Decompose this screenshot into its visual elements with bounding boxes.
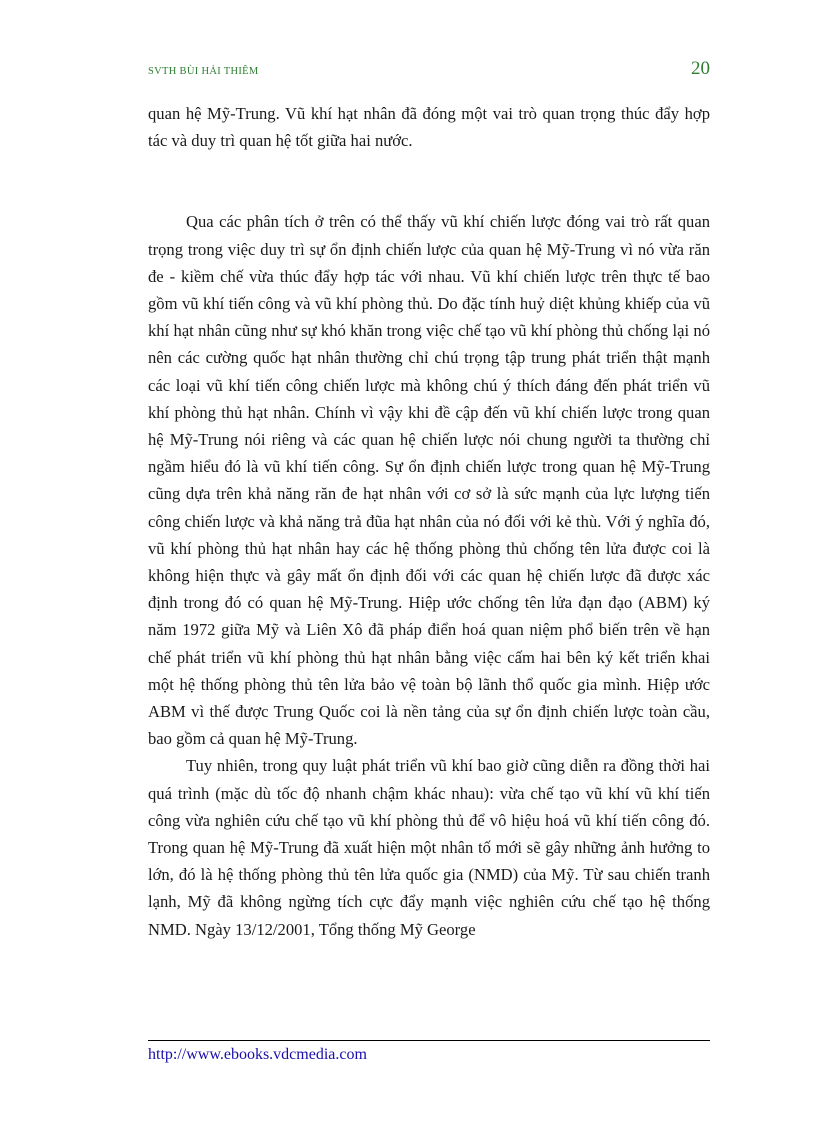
- page-number: 20: [691, 58, 710, 79]
- footer-link[interactable]: http://www.ebooks.vdcmedia.com: [148, 1046, 367, 1063]
- footer-divider: [148, 1040, 710, 1041]
- paragraph: Qua các phân tích ở trên có thể thấy vũ khí chiến lược đóng vai trò rất quan trọng trong việc duy trì sự ổn định chiến lược của quan hệ Mỹ-Trung vì nó vừa răn đe - kiềm chế vừa thúc đẩy hợp tác với nhau. Vũ khí chiến lược trên thực tế bao gồm vũ khí tiến công và vũ khí phòng thủ. Do đặc tính huỷ diệt khủng khiếp của vũ khí hạt nhân cũng như sự khó khăn trong việc chế tạo vũ khí phòng thủ chống lại nó nên các cường quốc hạt nhân thường chỉ chú trọng tập trung phát triển thật mạnh các loại vũ khí tiến công chiến lược mà không chú ý thích đáng đến phát triển vũ khí phòng thủ hạt nhân. Chính vì vậy khi đề cập đến vũ khí chiến lược trong quan hệ Mỹ-Trung nói riêng và các quan hệ chiến lược nói chung người ta thường chỉ ngầm hiểu đó là vũ khí tiến công. Sự ổn định chiến lược trong quan hệ Mỹ-Trung cũng dựa trên khả năng răn đe hạt nhân với cơ sở là sức mạnh của lực lượng tiến công chiến lược và khả năng trả đũa hạt nhân của nó đối với kẻ thù. Với ý nghĩa đó, vũ khí phòng thủ hạt nhân hay các hệ thống phòng thủ chống tên lửa được coi là không hiện thực và gây mất ổn định đối với các quan hệ chiến lược đã được xác định trong đó có quan hệ Mỹ-Trung. Hiệp ước chống tên lửa đạn đạo (ABM) ký năm 1972 giữa Mỹ và Liên Xô đã pháp điển hoá quan niệm phổ biến trên về hạn chế phát triển vũ khí phòng thủ hạt nhân bằng việc cấm hai bên ký kết triển khai một hệ thống phòng thủ tên lửa bảo vệ toàn bộ lãnh thổ quốc gia mình. Hiệp ước ABM vì thế được Trung Quốc coi là nền tảng của sự ổn định chiến lược toàn cầu, bao gồm cả quan hệ Mỹ-Trung.: [148, 212, 710, 749]
- document-body: [148, 100, 710, 943]
- header-author: SVTH BÙI HẢI THIÊM: [148, 66, 259, 77]
- paragraph: Tuy nhiên, trong quy luật phát triển vũ khí bao giờ cũng diễn ra đồng thời hai quá trình (mặc dù tốc độ nhanh chậm khác nhau): vừa chế tạo vũ khí vũ khí tiến công vừa nghiên cứu chế tạo vũ khí phòng thủ để vô hiệu hoá vũ khí tiến công đó. Trong quan hệ Mỹ-Trung đã xuất hiện một nhân tố mới sẽ gây những ảnh hưởng to lớn, đó là hệ thống phòng thủ tên lửa quốc gia (NMD) của Mỹ. Từ sau chiến tranh lạnh, Mỹ đã không ngừng tích cực đẩy mạnh việc nghiên cứu chế tạo hệ thống NMD. Ngày 13/12/2001, Tổng thống Mỹ George: [148, 756, 710, 939]
- page-header: [148, 58, 710, 88]
- paragraph-continuation: quan hệ Mỹ-Trung. Vũ khí hạt nhân đã đóng một vai trò quan trọng thúc đẩy hợp tác và duy trì quan hệ tốt giữa hai nước.: [148, 104, 710, 151]
